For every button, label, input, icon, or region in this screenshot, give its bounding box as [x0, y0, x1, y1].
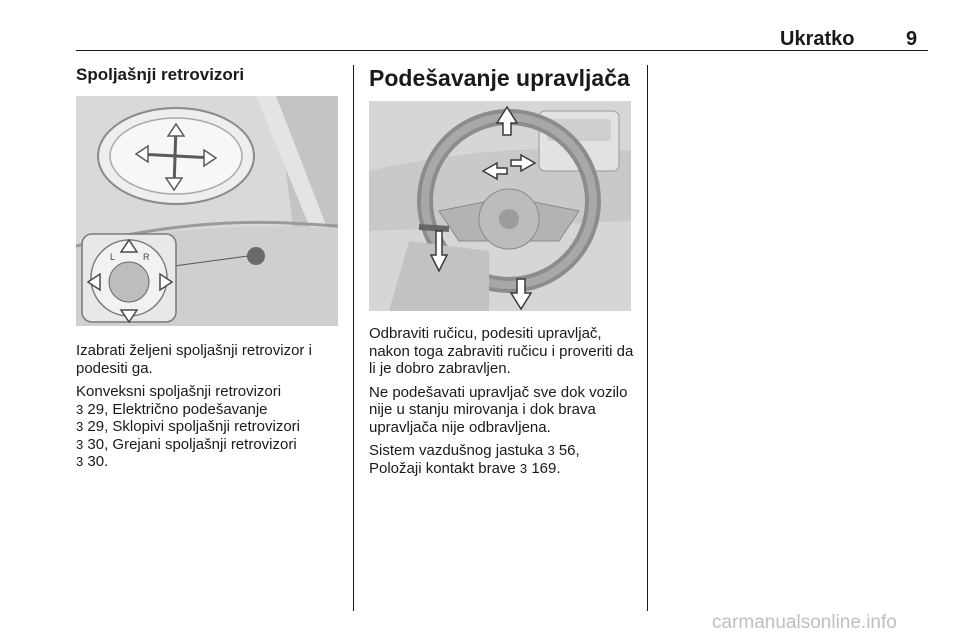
- mirror-illustration-drawing: [76, 96, 338, 326]
- mirror-right-letter: R: [143, 252, 150, 262]
- steering-paragraph-2: Ne podešavati upravljač sve dok vozilo nije u stanju mirovanja i dok brava upravljača nije odbravljena.: [369, 383, 628, 436]
- steering-text: [369, 325, 637, 483]
- mirror-line-4: 30, Grejani spoljašnji retrovizori: [87, 435, 297, 453]
- mirror-paragraph-2: [76, 383, 338, 471]
- watermark: carmanualsonline.info: [712, 612, 897, 633]
- column-divider-2: [647, 65, 648, 611]
- reference-arrow-icon: 3: [76, 454, 84, 469]
- steering-line-2: 56,: [558, 442, 580, 459]
- reference-arrow-icon: 3: [76, 436, 84, 452]
- reference-arrow-icon: 3: [76, 419, 84, 434]
- steering-paragraph-3: [369, 442, 637, 477]
- reference-arrow-icon: 3: [519, 460, 528, 476]
- steering-wheel-drawing: [369, 101, 631, 311]
- mirror-left-letter: L: [110, 252, 116, 262]
- steering-line-3: Položaji kontakt brave: [369, 459, 516, 477]
- mirror-paragraph-1: Izabrati željeni spoljašnji retrovizor i podesiti ga.: [76, 342, 312, 377]
- mirror-line-1: Konveksni spoljašnji retrovizori: [76, 383, 282, 400]
- mirror-line-5: 30.: [87, 453, 109, 470]
- mirror-line-2: 29, Električno podešavanje: [87, 400, 268, 418]
- steering-line-1: Sistem vazdušnog jastuka: [369, 442, 544, 459]
- page-header-title: Ukratko: [780, 28, 855, 50]
- column-divider-1: [353, 65, 354, 611]
- mirror-line-3: 29, Sklopivi spoljašnji retrovizori: [87, 418, 300, 435]
- mirror-illustration: [76, 96, 338, 326]
- steering-line-4: 169.: [531, 459, 561, 477]
- reference-arrow-icon: 3: [547, 443, 555, 458]
- mirror-text: [76, 342, 338, 477]
- page-number: 9: [906, 28, 918, 50]
- section-title-mirrors: Spoljašnji retrovizori: [76, 65, 245, 84]
- reference-arrow-icon: 3: [76, 401, 84, 417]
- header-rule: [76, 50, 928, 51]
- section-title-steering: Podešavanje upravljača: [369, 65, 630, 91]
- steering-paragraph-1: Odbraviti ručicu, podesiti upravljač, nakon toga zabraviti ručicu i proveriti da li je dobro zabravljen.: [369, 325, 634, 377]
- steering-wheel-illustration: [369, 101, 631, 311]
